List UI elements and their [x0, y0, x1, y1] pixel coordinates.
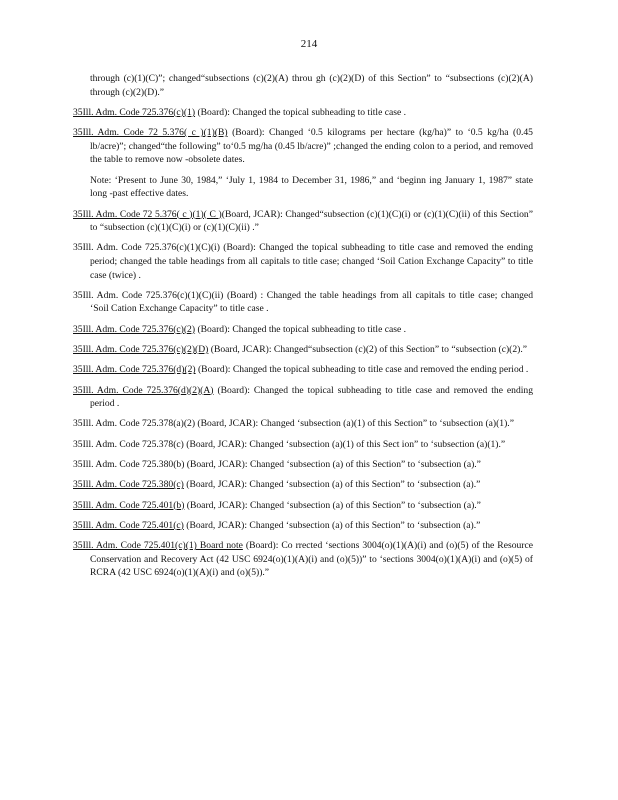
- entry-text: Note: ‘Present to June 30, 1984,” ‘July 1, 1984 to December 31, 1986,” and ‘beginn ing January 1, 1987” state long -past effective dates.: [90, 174, 533, 200]
- entry: [73, 384, 533, 411]
- entry-citation: 35Ill. Adm. Code 725.376(d)(2)(A): [73, 384, 214, 396]
- entry-note: [73, 174, 533, 201]
- entry-text: (Board): Changed the topical subheading to title case .: [195, 323, 407, 335]
- entry: [73, 417, 533, 431]
- entry-text: (Board): Changed the topical subheading to title case and removed the ending period .: [195, 364, 529, 376]
- entry: [73, 363, 533, 377]
- entry-text: (Board, JCAR): Changed ‘subsection (a) of this Section” to ‘subsection (a).”: [183, 479, 481, 491]
- entry: [73, 106, 533, 120]
- entry: [73, 499, 533, 513]
- entry: [73, 289, 533, 316]
- entry: [73, 539, 533, 580]
- entry-citation: 35Ill. Adm. Code 72 5.376( c )(1)(B): [73, 127, 228, 139]
- entry-citation: 35Ill. Adm. Code 725.376(d)(2): [73, 364, 196, 376]
- entry: [73, 343, 533, 357]
- entry-citation: 35Ill. Adm. Code 725.401(b): [73, 499, 185, 511]
- entry-text: 35Ill. Adm. Code 725.376(c)(1)(C)(i) (Board): Changed the topical subheading to title case and removed the ending period; changed the table headings from all capitals to title case; changed ‘Soil Cation Exchange Capacity” to title case (twice) .: [73, 242, 533, 281]
- entry-text: (Board, JCAR): Changed“subsection (c)(2) of this Section” to “subsection (c)(2).”: [208, 344, 528, 355]
- entry-text: (Board): Changed ‘0.5 kilograms per hectare (kg/ha)” to ‘0.5 kg/ha (0.45 lb/acre)”; changed“the following” to‘0.5 mg/ha (0.45 lb/acre)” ;changed the ending colon to a period, and removed the table to remove now -obsolete dates.: [90, 127, 533, 166]
- entry: [73, 478, 533, 492]
- amendment-entries: [73, 72, 533, 587]
- entry: [73, 126, 533, 167]
- entry-citation: 35Ill. Adm. Code 725.380(c): [73, 479, 184, 491]
- entry: [73, 438, 533, 452]
- entry-continuation: [73, 72, 533, 99]
- entry-text: (Board): Changed the topical subheading to title case .: [195, 106, 407, 118]
- page-number: 214: [300, 38, 318, 50]
- entry: [73, 241, 533, 282]
- entry-citation: 35Ill. Adm. Code 725.376(c)(2)(D): [73, 344, 209, 355]
- entry-text: through (c)(1)(C)”; changed“subsections (c)(2)(A) throu gh (c)(2)(D) of this Section” to “subsections (c)(2)(A) through (c)(2)(D).”: [90, 73, 533, 98]
- entry-citation: 35Ill. Adm. Code 72 5.376( c )(1)( C ): [73, 208, 222, 220]
- entry-text: (Board, JCAR): Changed ‘subsection (a) of this Section” to ‘subsection (a).”: [184, 499, 481, 511]
- entry: [73, 458, 533, 472]
- entry: [73, 208, 533, 235]
- entry-text: 35Ill. Adm. Code 725.378(a)(2) (Board, JCAR): Changed ‘subsection (a)(1) of this Section” to ‘subsection (a)(1).”: [73, 418, 514, 430]
- entry-text: 35Ill. Adm. Code 725.380(b) (Board, JCAR): Changed ‘subsection (a) of this Section” to ‘subsection (a).”: [73, 459, 481, 470]
- entry-text: (Board): Changed the topical subheading to title case and removed the ending period .: [90, 384, 533, 410]
- entry-text: (Board): Co rrected ‘sections 3004(o)(1)(A)(i) and (o)(5) of the Resource Conservation and Recovery Act (42 USC 6924(o)(1)(A)(i) and (o)(5))” to ‘sections 3004(o)(1)(A)(i) and (o)(5) of RCRA (42 USC 6924(o)(1)(A)(i) and (o)(5)).”: [90, 540, 533, 579]
- entry-text: 35Ill. Adm. Code 725.378(c) (Board, JCAR): Changed ‘subsection (a)(1) of this Sect ion” to ‘subsection (a)(1).”: [73, 438, 506, 450]
- entry-citation: 35Ill. Adm. Code 725.376(c)(2): [73, 323, 196, 335]
- entry-text: (Board, JCAR): Changed“subsection (c)(1)(C)(i) or (c)(1)(C)(ii) of this Section” to “subsection (c)(1)(C)(i) or (c)(1)(C)(ii) .”: [90, 208, 533, 234]
- entry-text: 35Ill. Adm. Code 725.376(c)(1)(C)(ii) (Board) : Changed the table headings from all capitals to title case; changed ‘Soil Cation Exchange Capacity” to title case .: [73, 289, 533, 315]
- entry-text: (Board, JCAR): Changed ‘subsection (a) of this Section” to ‘subsection (a).”: [183, 519, 481, 531]
- entry-citation: 35Ill. Adm. Code 725.401(c): [73, 519, 184, 531]
- entry: [73, 323, 533, 337]
- entry: [73, 519, 533, 533]
- entry-citation: 35Ill. Adm. Code 725.401(c)(1) Board note: [73, 540, 243, 552]
- entry-citation: 35Ill. Adm. Code 725.376(c)(1): [73, 106, 196, 118]
